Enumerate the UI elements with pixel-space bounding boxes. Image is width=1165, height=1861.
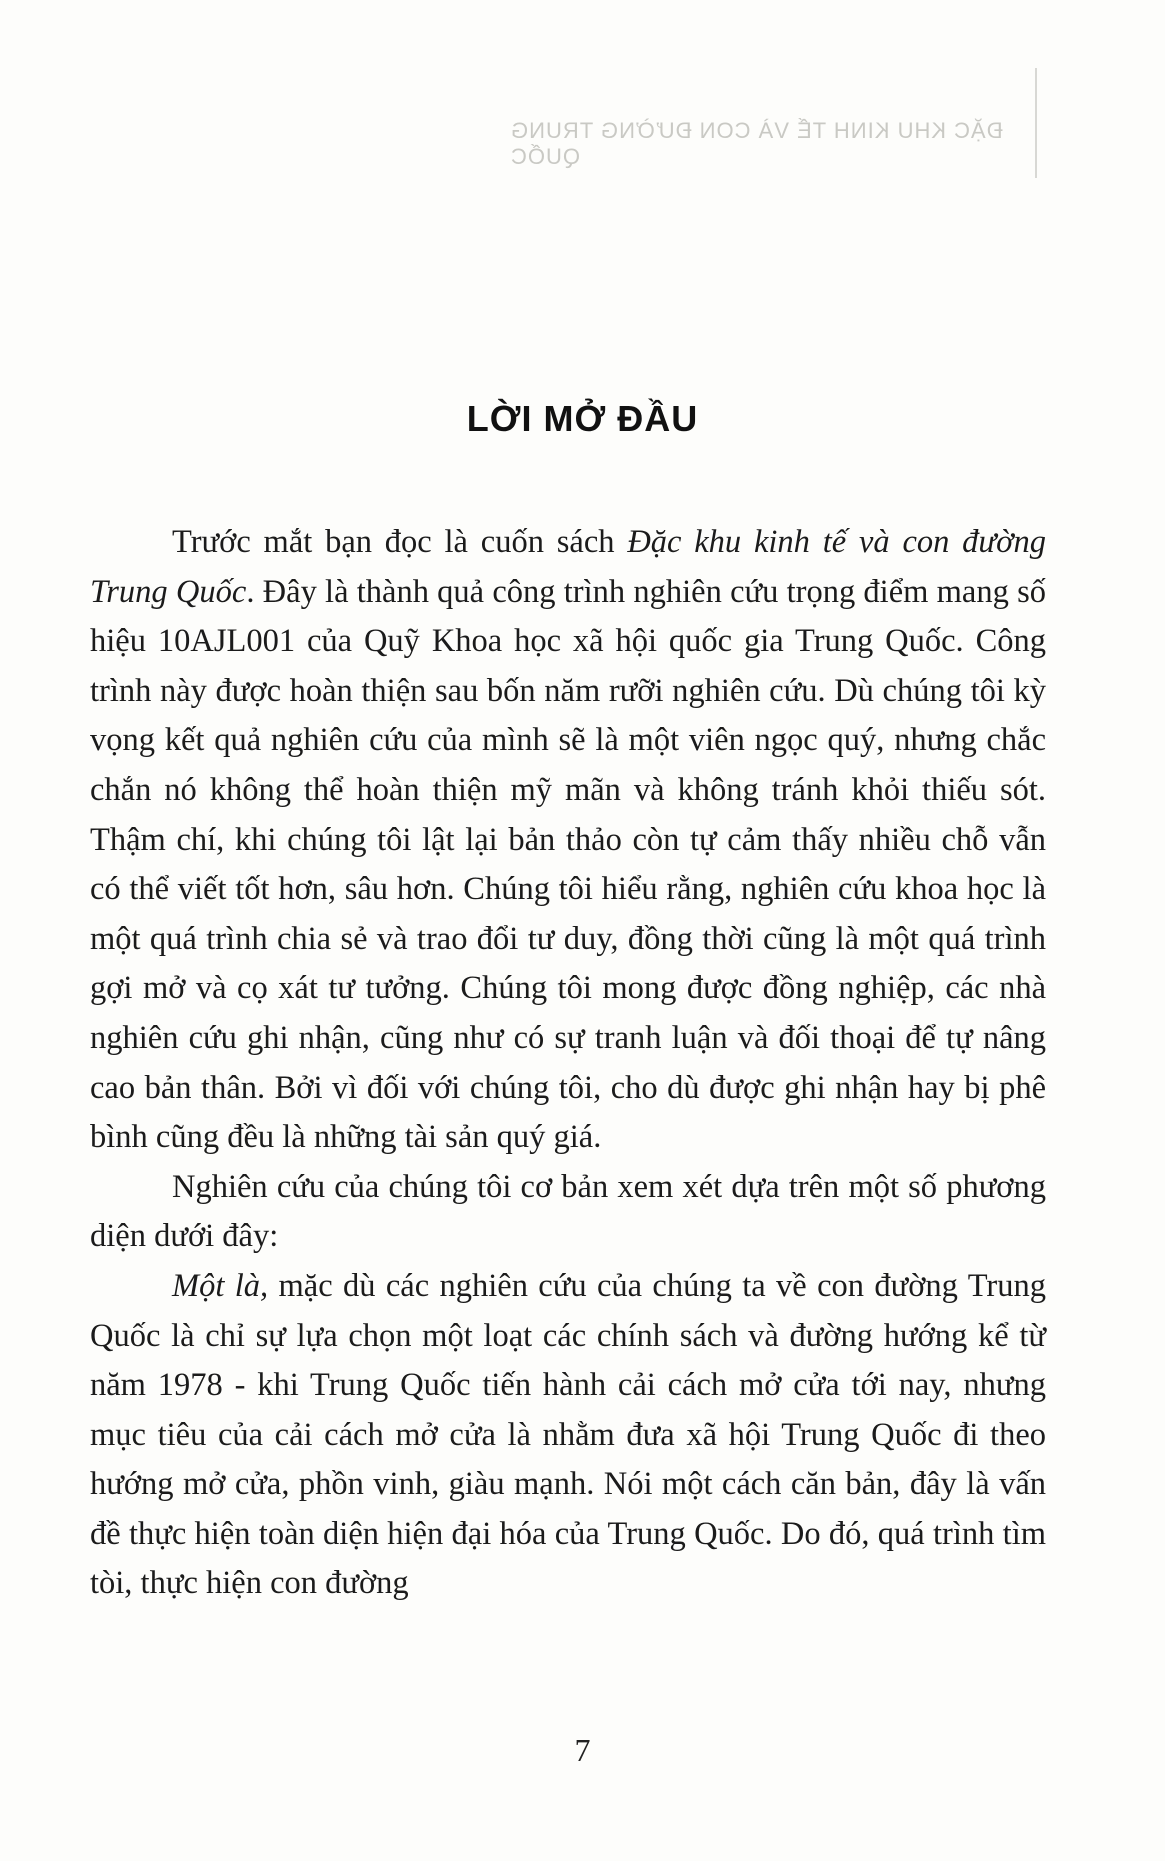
paragraph-3 [90, 1262, 1046, 1609]
paragraph-3-rest: mặc dù các nghiên cứu của chúng ta về con đường Trung Quốc là chỉ sự lựa chọn một loạt các chính sách và đường hướng kể từ năm 1978 - khi Trung Quốc tiến hành cải cách mở cửa tới nay, nhưng mục tiêu của cải cách mở cửa là nhằm đưa xã hội Trung Quốc đi theo hướng mở cửa, phồn vinh, giàu mạnh. Nói một cách căn bản, đây là vấn đề thực hiện toàn diện hiện đại hóa của Trung Quốc. Do đó, quá trình tìm tòi, thực hiện con đường [90, 1267, 1046, 1602]
paragraph-1 [90, 518, 1046, 1163]
paragraph-2-text: Nghiên cứu của chúng tôi cơ bản xem xét dựa trên một số phương diện dưới đây: [90, 1168, 1046, 1255]
body-text [90, 518, 1046, 1609]
show-through-rule [1035, 68, 1037, 178]
chapter-heading: LỜI MỞ ĐẦU [466, 398, 699, 439]
page-number: 7 [574, 1732, 591, 1768]
paragraph-2 [90, 1163, 1046, 1262]
paragraph-1-rest: . Đây là thành quả công trình nghiên cứu trọng điểm mang số hiệu 10AJL001 của Quỹ Khoa học xã hội quốc gia Trung Quốc. Công trình này được hoàn thiện sau bốn năm rưỡi nghiên cứu. Dù chúng tôi kỳ vọng kết quả nghiên cứu của mình sẽ là một viên ngọc quý, nhưng chắc chắn nó không thể hoàn thiện mỹ mãn và không tránh khỏi thiếu sót. Thậm chí, khi chúng tôi lật lại bản thảo còn tự cảm thấy nhiều chỗ vẫn có thể viết tốt hơn, sâu hơn. Chúng tôi hiểu rằng, nghiên cứu khoa học là một quá trình chia sẻ và trao đổi tư duy, đồng thời cũng là một quá trình gợi mở và cọ xát tư tưởng. Chúng tôi mong được đồng nghiệp, các nhà nghiên cứu ghi nhận, cũng như có sự tranh luận và đối thoại để tự nâng cao bản thân. Bởi vì đối với chúng tôi, cho dù được ghi nhận hay bị phê bình cũng đều là những tài sản quý giá. [90, 573, 1046, 1156]
book-title: Đặc khu kinh tế và con đường Trung Quốc [90, 524, 1046, 610]
show-through-running-header: ĐẶC KHU KINH TẾ VÀ CON ĐƯỜNG TRUNG QUỐC [510, 118, 1003, 169]
paragraph-3-lead: Một là, [172, 1267, 269, 1304]
paragraph-1-lead: Trước mắt bạn đọc là cuốn sách [172, 524, 628, 560]
